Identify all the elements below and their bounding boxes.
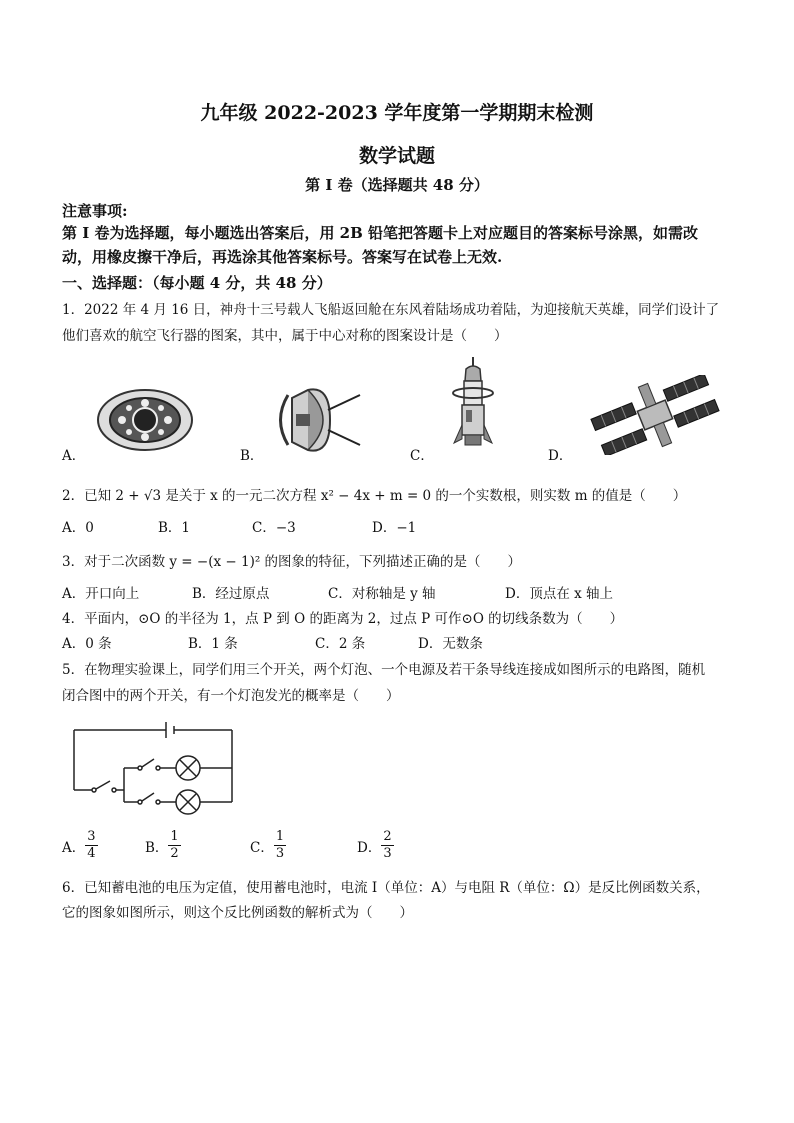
q4-option-c: C．2 条 <box>315 636 366 652</box>
q1-figure-a <box>95 385 195 455</box>
q5-option-a-denominator: 4 <box>87 846 96 861</box>
q6-line-1: 6．已知蓄电池的电压为定值，使用蓄电池时，电流 I（单位：A）与电阻 R（单位：Ω）是反比例函数关系， <box>62 880 710 896</box>
q2-option-b: B．1 <box>158 520 191 536</box>
q1-option-d: D． <box>548 448 573 464</box>
q5-option-c-numerator: 1 <box>275 829 285 844</box>
q5-option-b-numerator: 1 <box>170 829 179 844</box>
q4-option-d: D．无数条 <box>418 636 483 652</box>
q5-option-a-fraction <box>85 829 97 862</box>
q2-option-c: C．−3 <box>252 520 296 536</box>
q1-figure-c <box>450 355 500 450</box>
q2-option-a: A．0 <box>62 520 94 536</box>
q5-line-2: 闭合图中的两个开关，有一个灯泡发光的概率是（ ） <box>62 688 400 704</box>
section-heading: 一、选择题：（每小题 4 分，共 48 分） <box>62 274 332 292</box>
q5-circuit-diagram <box>68 720 240 820</box>
q1-option-b: B． <box>240 448 264 464</box>
subject-title: 数学试题 <box>358 145 435 167</box>
q3-option-d: D．顶点在 x 轴上 <box>505 586 614 602</box>
q4-option-a: A．0 条 <box>62 636 112 652</box>
q5-option-a-label: A． <box>62 839 86 856</box>
q5-line-1: 5．在物理实验课上，同学们用三个开关，两个灯泡、一个电源及若干条导线连接成如图所示的电路图，随机 <box>62 662 706 678</box>
q5-option-c-label: C． <box>250 839 274 856</box>
q5-option-b-label: B． <box>145 839 169 856</box>
q5-option-d-fraction <box>381 829 393 862</box>
q6-line-2: 它的图象如图所示，则这个反比例函数的解析式为（ ） <box>62 905 413 921</box>
q3-option-b: B．经过原点 <box>192 586 270 602</box>
q1-line-1: 1．2022 年 4 月 16 日，神舟十三号载人飞船返回舱在东风着陆场成功着陆，为迎接航天英雄，同学们设计了 <box>62 302 720 318</box>
q5-option-a-numerator: 3 <box>87 829 96 844</box>
notice-line-2: 动，用橡皮擦干净后，再选涂其他答案标号。答案写在试卷上无效. <box>62 248 503 266</box>
q4-option-b: B．1 条 <box>188 636 238 652</box>
q4-text: 4．平面内，⊙O 的半径为 1，点 P 到 O 的距离为 2，过点 P 可作⊙O 的切线条数为（ ） <box>62 611 624 627</box>
q2-option-d: D．−1 <box>372 520 417 536</box>
q1-figure-d <box>590 375 720 455</box>
q5-option-c-fraction <box>274 829 286 862</box>
q5-option-b <box>145 829 181 862</box>
q3-option-a: A．开口向上 <box>62 586 140 602</box>
q5-option-d <box>357 829 394 862</box>
q1-figure-b <box>268 380 363 460</box>
q3-option-c: C．对称轴是 y 轴 <box>328 586 436 602</box>
q5-option-c-denominator: 3 <box>275 846 285 861</box>
q1-line-2: 他们喜欢的航空飞行器的图案，其中，属于中心对称的图案设计是（ ） <box>62 328 508 344</box>
exam-title: 九年级 2022-2023 学年度第一学期期末检测 <box>200 102 594 124</box>
q5-option-d-denominator: 3 <box>383 846 392 861</box>
notice-line-1: 第 I 卷为选择题，每小题选出答案后，用 2B 铅笔把答题卡上对应题目的答案标号涂黑，如需改 <box>62 224 699 242</box>
part-title: 第 I 卷（选择题共 48 分） <box>305 176 489 194</box>
q5-option-b-fraction <box>168 829 180 862</box>
q1-option-c: C． <box>410 448 434 464</box>
q5-option-a <box>62 829 98 862</box>
q2-text: 2．已知 2 + √3 是关于 x 的一元二次方程 x² − 4x + m = 0 的一个实数根，则实数 m 的值是（ ） <box>62 488 687 504</box>
q5-option-b-denominator: 2 <box>170 846 179 861</box>
q5-option-d-label: D． <box>357 839 382 856</box>
q5-option-d-numerator: 2 <box>383 829 392 844</box>
q1-option-a: A． <box>62 448 86 464</box>
notice-heading: 注意事项: <box>62 202 128 220</box>
q5-option-c <box>250 829 286 862</box>
q3-text: 3．对于二次函数 y = −(x − 1)² 的图象的特征，下列描述正确的是（ ） <box>62 554 522 570</box>
